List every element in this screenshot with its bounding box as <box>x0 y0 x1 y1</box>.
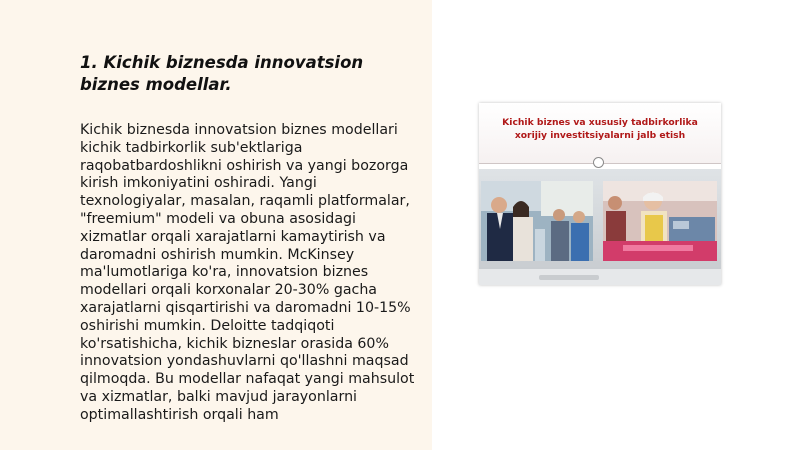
illustration-picture <box>479 103 721 285</box>
picture-footer-watermark <box>539 275 599 280</box>
factory-workers-photo <box>603 181 717 261</box>
picture-caption: Kichik biznes va xususiy tadbirkorlikа xorijiy investitsiyalarni jalb etish <box>502 117 698 141</box>
picture-footer <box>479 269 721 285</box>
picture-divider-knob <box>593 157 604 168</box>
business-people-photo <box>481 181 593 261</box>
slide-title: 1. Kichik biznesda innovatsion biznes modellar. <box>80 53 364 94</box>
slide-body-text: Kichik biznesda innovatsion biznes modellari kichik tadbirkorlik sub'ektlariga raqobatbardoshlikni oshirish va yangi bozorga kirish imkoniyatini oshiradi. Yangi texnologiyalar, masalan, raqamli platformalar, "freemium" modeli va obuna asosidagi xizmatlar orqali xarajatlarni kamaytirish va daromadni oshirish mumkin. McKinsey ma'lumotlariga ko'ra, innovatsion biznes modellari orqali korxonalar 20-30% gacha xarajatlarni qisqartirishi va daromadni 10-15% oshirishi mumkin. Deloitte tadqiqoti ko'rsatishicha, kichik bizneslar orasida 60% innovatsion yondashuvlarni qo'llashni maqsad qilmoqda. Bu modellar nafaqat yangi mahsulot va xizmatlar, balki mavjud jarayonlarni optimallashtirish orqali ham <box>80 122 415 423</box>
